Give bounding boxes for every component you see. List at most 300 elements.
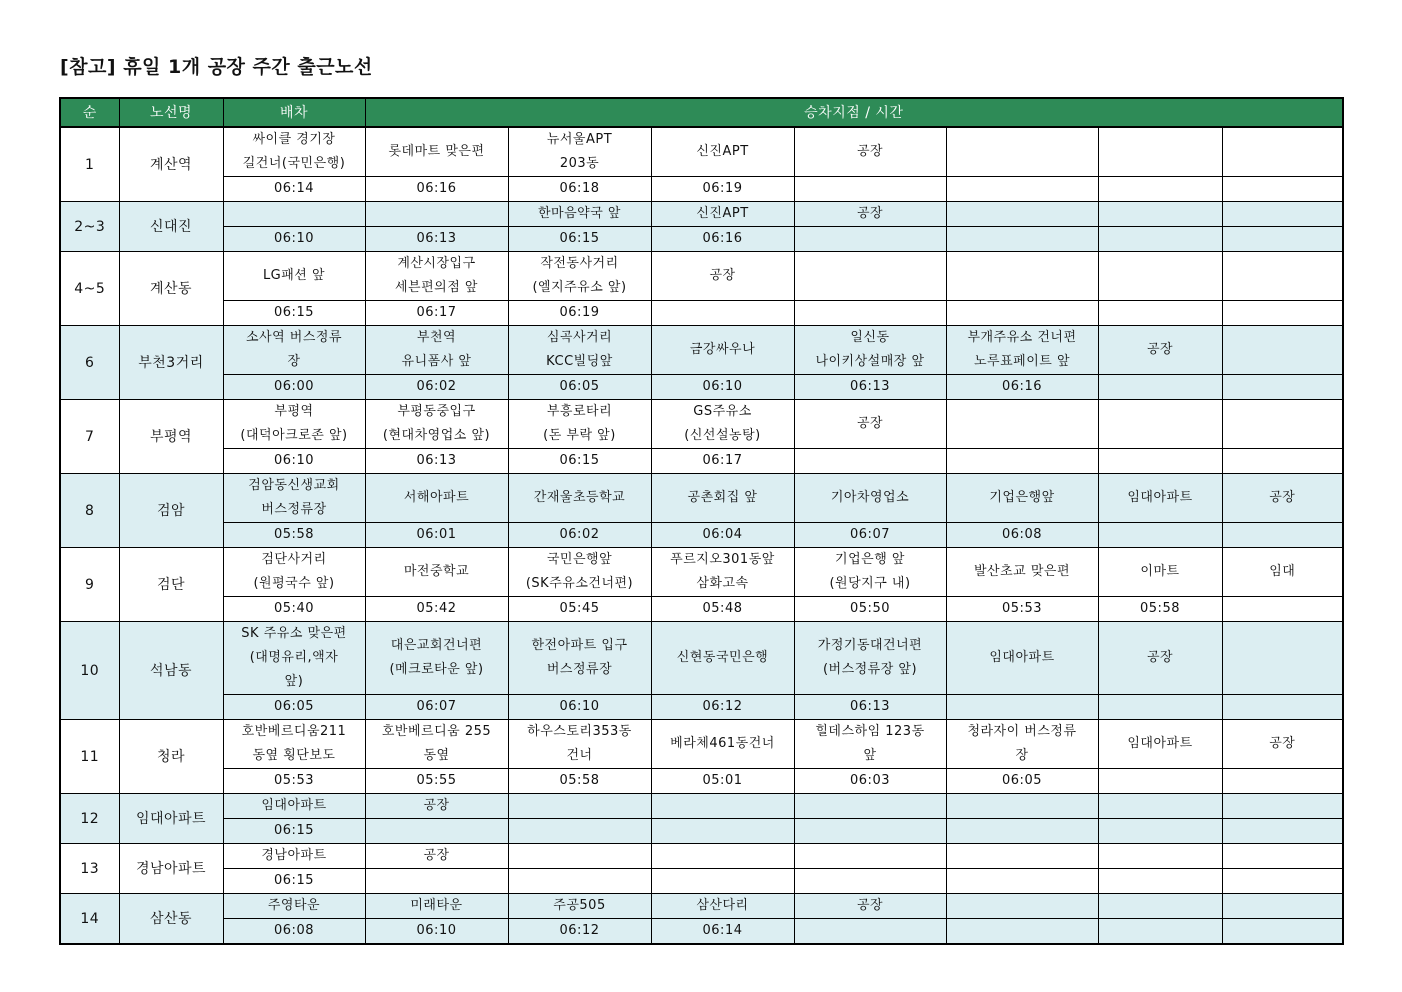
route-name: 청라 [119,720,223,794]
stop-cell [794,622,946,695]
stop-cell [651,894,794,919]
stop-label: 이마트 [1140,564,1180,579]
stop-cell [365,844,508,869]
stop-label: 임대아파트 [261,798,327,813]
stop-cell [946,844,1098,869]
stop-label: 검암동신생교회 [248,478,340,493]
time-cell [1098,227,1222,252]
stop-label: 주영타운 [267,898,321,913]
time-cell: 06:02 [508,523,651,548]
stop-cell [508,127,651,177]
route-name: 부평역 [119,400,223,474]
stop-cell [508,326,651,375]
route-number: 6 [60,326,119,400]
time-cell [946,301,1098,326]
stop-label: (엘지주유소 앞) [532,280,627,295]
route-stop-row [60,720,1343,769]
stop-label: 싸이클 경기장 [252,132,336,147]
stop-cell [946,622,1098,695]
stop-label: 공장 [423,848,450,863]
time-cell [1222,375,1343,400]
time-cell: 06:17 [651,449,794,474]
stop-label: 공장 [856,144,884,159]
stop-cell [1222,252,1343,301]
table-header-row [60,98,1343,127]
time-cell: 05:45 [508,597,651,622]
stop-cell [223,794,365,819]
time-cell: 06:14 [651,919,794,945]
route-table [59,97,1344,945]
time-cell [1098,523,1222,548]
route-stop-row [60,326,1343,375]
stop-cell [794,202,946,227]
time-cell: 06:04 [651,523,794,548]
route-number: 14 [60,894,119,945]
stop-cell [223,720,365,769]
stop-cell [946,127,1098,177]
stop-label: 신현동국민은행 [676,650,769,665]
stop-cell [365,622,508,695]
time-cell [1098,177,1222,202]
stop-cell [1098,894,1222,919]
stop-cell [365,794,508,819]
time-cell [365,869,508,894]
time-cell: 06:05 [223,695,365,720]
time-cell: 06:02 [365,375,508,400]
stop-cell [1098,326,1222,375]
time-cell [651,869,794,894]
stop-label: 롯데마트 맞은편 [388,144,485,159]
stop-cell [223,622,365,695]
time-cell: 06:07 [365,695,508,720]
stop-label: 공장 [856,416,884,431]
route-name: 계산역 [119,127,223,202]
stop-label: 신진APT [696,206,749,221]
time-cell [946,819,1098,844]
stop-cell [365,548,508,597]
route-number: 13 [60,844,119,894]
stop-label: 동옆 횡단보도 [252,748,336,763]
stop-label: 공장 [1146,342,1174,357]
time-cell [1222,227,1343,252]
stop-label: 작전동사거리 [540,256,619,271]
stop-cell [1098,622,1222,695]
stop-label: 임대 [1269,564,1296,579]
route-number: 7 [60,400,119,474]
route-number: 12 [60,794,119,844]
stop-cell [1098,720,1222,769]
stop-cell [365,894,508,919]
route-number: 9 [60,548,119,622]
time-cell [946,449,1098,474]
route-time-row [60,227,1343,252]
time-cell [365,819,508,844]
stop-cell [946,474,1098,523]
time-cell [1222,449,1343,474]
route-time-row [60,769,1343,794]
time-cell [1098,769,1222,794]
stop-label: 호반베르디움211 [241,724,347,739]
stop-label: 공장 [856,206,884,221]
time-cell: 06:19 [508,301,651,326]
stop-cell [794,326,946,375]
time-cell [946,869,1098,894]
stop-label: 경남아파트 [261,848,327,863]
time-cell: 05:01 [651,769,794,794]
route-name: 석남동 [119,622,223,720]
stop-cell [1098,127,1222,177]
stop-cell [508,844,651,869]
header-route: 노선명 [119,98,223,127]
stop-label: (돈 부락 앞) [543,428,616,443]
stop-cell [508,548,651,597]
stop-cell [1222,622,1343,695]
time-cell [794,177,946,202]
route-name: 검암 [119,474,223,548]
stop-label: LG패션 앞 [262,268,326,283]
stop-label: (원당지구 내) [829,576,911,591]
time-cell [1222,301,1343,326]
stop-label: 간재울초등학교 [533,490,626,505]
stop-label: 공장 [1269,736,1296,751]
stop-label: GS주유소 [693,404,752,419]
time-cell: 05:55 [365,769,508,794]
time-cell: 06:16 [365,177,508,202]
stop-label: 장 [1015,748,1029,763]
time-cell [946,695,1098,720]
stop-label: 공촌회집 앞 [687,490,758,505]
stop-label: 임대아파트 [989,650,1055,665]
stop-label: 길건너(국민은행) [242,156,346,171]
stop-label: 미래타운 [410,898,463,913]
time-cell: 05:48 [651,597,794,622]
stop-cell [946,894,1098,919]
stop-label: 일신동 [850,330,890,345]
stop-cell [794,400,946,449]
time-cell: 06:05 [946,769,1098,794]
stop-cell [223,202,365,227]
stop-cell [365,474,508,523]
route-name: 경남아파트 [119,844,223,894]
stop-cell [794,894,946,919]
route-stop-row [60,894,1343,919]
stop-cell [1222,326,1343,375]
stop-cell [223,474,365,523]
stop-cell [946,252,1098,301]
stop-cell [365,720,508,769]
route-number: 4~5 [60,252,119,326]
stop-cell [946,720,1098,769]
time-cell: 06:15 [508,449,651,474]
time-cell: 05:58 [508,769,651,794]
stop-cell [794,252,946,301]
route-number: 8 [60,474,119,548]
stop-label: 국민은행앞 [546,552,613,567]
stop-cell [223,326,365,375]
time-cell: 06:10 [223,449,365,474]
stop-label: 청라자이 버스정류 [967,724,1077,739]
route-time-row [60,301,1343,326]
stop-cell [223,894,365,919]
stop-label: 심곡사거리 [546,330,613,345]
stop-label: 서해아파트 [403,490,470,505]
stop-label: 동옆 [423,748,450,763]
time-cell [508,869,651,894]
time-cell [946,919,1098,945]
stop-cell [651,202,794,227]
route-stop-row [60,794,1343,819]
time-cell: 06:14 [223,177,365,202]
time-cell: 06:07 [794,523,946,548]
time-cell: 06:03 [794,769,946,794]
stop-cell [508,894,651,919]
stop-label: (원평국수 앞) [253,576,335,591]
stop-label: 노루표페이트 앞 [973,354,1071,369]
time-cell [794,301,946,326]
stop-label: 공장 [1269,490,1296,505]
stop-label: 한전아파트 입구 [531,638,628,653]
stop-cell [223,252,365,301]
stop-label: 공장 [709,268,736,283]
stop-cell [365,127,508,177]
time-cell: 05:58 [223,523,365,548]
stop-label: (대덕아크로존 앞) [240,428,348,443]
time-cell [1098,449,1222,474]
stop-label: 건너 [566,748,593,763]
stop-cell [1222,400,1343,449]
route-stop-row [60,474,1343,523]
time-cell [794,227,946,252]
stop-cell [508,474,651,523]
route-time-row [60,869,1343,894]
stop-cell [794,474,946,523]
route-time-row [60,375,1343,400]
time-cell: 06:10 [223,227,365,252]
stop-cell [946,794,1098,819]
stop-cell [651,326,794,375]
time-cell: 06:05 [508,375,651,400]
stop-cell [651,127,794,177]
route-time-row [60,819,1343,844]
stop-label: 가정기동대건너편 [817,638,923,653]
stop-label: 앞 [863,748,877,763]
stop-label: 나이키상설매장 앞 [815,354,925,369]
header-no: 순 [60,98,119,127]
stop-label: (SK주유소건너편) [525,576,634,591]
stop-label: 푸르지오301동앞 [670,552,775,567]
time-cell: 06:12 [651,695,794,720]
time-cell: 06:08 [223,919,365,945]
time-cell: 05:58 [1098,597,1222,622]
time-cell: 06:10 [365,919,508,945]
stop-cell [508,202,651,227]
time-cell: 06:16 [651,227,794,252]
stop-label: 검단사거리 [261,552,327,567]
stop-cell [651,548,794,597]
stop-cell [651,622,794,695]
stop-cell [508,720,651,769]
route-time-row [60,177,1343,202]
stop-cell [365,202,508,227]
route-name: 검단 [119,548,223,622]
time-cell [1098,375,1222,400]
stop-cell [651,844,794,869]
stop-label: 삼산다리 [696,898,749,913]
stop-label: 임대아파트 [1127,490,1193,505]
time-cell: 06:17 [365,301,508,326]
route-number: 2~3 [60,202,119,252]
stop-label: 신진APT [696,144,749,159]
stop-cell [508,400,651,449]
time-cell: 06:18 [508,177,651,202]
stop-label: 장 [287,354,301,369]
stop-label: 공장 [1146,650,1174,665]
stop-cell [223,400,365,449]
route-name: 부천3거리 [119,326,223,400]
stop-cell [1098,400,1222,449]
stop-label: 부평역 [274,404,314,419]
time-cell [1222,177,1343,202]
stop-label: 기업은행 앞 [835,552,905,567]
time-cell: 05:40 [223,597,365,622]
stop-label: 소사역 버스정류 [245,330,343,345]
stop-label: 대은교회건너편 [390,638,483,653]
time-cell [1222,695,1343,720]
stop-cell [1222,202,1343,227]
stop-cell [651,794,794,819]
route-number: 10 [60,622,119,720]
route-time-row [60,695,1343,720]
stop-cell [365,326,508,375]
stop-cell [794,548,946,597]
stop-cell [1098,844,1222,869]
stop-cell [1098,202,1222,227]
header-bus: 배차 [223,98,365,127]
time-cell: 06:16 [946,375,1098,400]
stop-cell [1222,474,1343,523]
stop-cell [1222,127,1343,177]
time-cell [1098,869,1222,894]
stop-label: (신선설농탕) [684,428,761,443]
stop-cell [365,400,508,449]
stop-label: 베라체461동건너 [670,736,775,751]
route-number: 11 [60,720,119,794]
time-cell [1222,869,1343,894]
stop-label: 한마음약국 앞 [538,206,621,221]
route-number: 1 [60,127,119,202]
stop-cell [946,400,1098,449]
route-stop-row [60,548,1343,597]
stop-cell [794,844,946,869]
route-stop-row [60,202,1343,227]
stop-label: 계산시장입구 [397,256,476,271]
time-cell [1222,523,1343,548]
stop-cell [508,622,651,695]
time-cell: 06:10 [651,375,794,400]
route-stop-row [60,127,1343,177]
time-cell: 06:15 [223,301,365,326]
stop-cell [794,127,946,177]
route-name: 임대아파트 [119,794,223,844]
stop-label: 공장 [423,798,450,813]
stop-cell [651,474,794,523]
time-cell: 05:42 [365,597,508,622]
time-cell [508,819,651,844]
route-time-row [60,523,1343,548]
time-cell: 06:00 [223,375,365,400]
route-stop-row [60,844,1343,869]
time-cell [794,449,946,474]
stop-cell [946,548,1098,597]
time-cell [1222,769,1343,794]
time-cell: 06:13 [365,227,508,252]
stop-label: 부천역 [416,330,457,345]
route-time-row [60,919,1343,945]
time-cell: 06:13 [794,695,946,720]
stop-cell [508,794,651,819]
stop-label: KCC빌딩앞 [546,354,613,369]
route-name: 삼산동 [119,894,223,945]
time-cell [946,227,1098,252]
time-cell [1222,919,1343,945]
time-cell [794,869,946,894]
stop-cell [1098,794,1222,819]
route-time-row [60,597,1343,622]
stop-label: 주공505 [553,898,606,913]
time-cell: 06:08 [946,523,1098,548]
stop-label: 호반베르디움 255 [381,724,492,739]
stop-label: 버스정류장 [261,502,327,517]
stop-label: SK 주유소 맞은편 [241,626,347,641]
time-cell: 06:15 [223,819,365,844]
stop-label: 공장 [856,898,884,913]
time-cell [1098,919,1222,945]
time-cell [1098,819,1222,844]
route-table-body [60,127,1343,944]
page-title: [참고] 휴일 1개 공장 주간 출근노선 [60,56,373,78]
stop-cell [1222,794,1343,819]
time-cell [946,177,1098,202]
stop-cell [223,127,365,177]
stop-cell [1222,844,1343,869]
stop-cell [1098,252,1222,301]
time-cell: 05:53 [946,597,1098,622]
stop-label: 세븐편의점 앞 [395,280,478,295]
stop-cell [946,326,1098,375]
time-cell [1098,301,1222,326]
stop-cell [1222,548,1343,597]
time-cell [1098,695,1222,720]
stop-label: 발산초교 맞은편 [973,564,1071,579]
stop-label: (대명유리,액자 [249,650,339,665]
stop-label: 금강싸우나 [689,342,756,357]
time-cell [651,819,794,844]
stop-cell [223,548,365,597]
stop-label: 기아차영업소 [830,490,910,505]
stop-label: 앞) [284,674,304,689]
stop-cell [223,844,365,869]
stop-label: (메크로타운 앞) [389,662,484,677]
route-stop-row [60,400,1343,449]
stop-cell [1222,720,1343,769]
route-name: 신대진 [119,202,223,252]
time-cell [794,919,946,945]
time-cell: 06:13 [794,375,946,400]
stop-label: 부평동중입구 [397,404,476,419]
stop-cell [651,252,794,301]
time-cell: 05:53 [223,769,365,794]
stop-label: 부흥로타리 [546,404,613,419]
